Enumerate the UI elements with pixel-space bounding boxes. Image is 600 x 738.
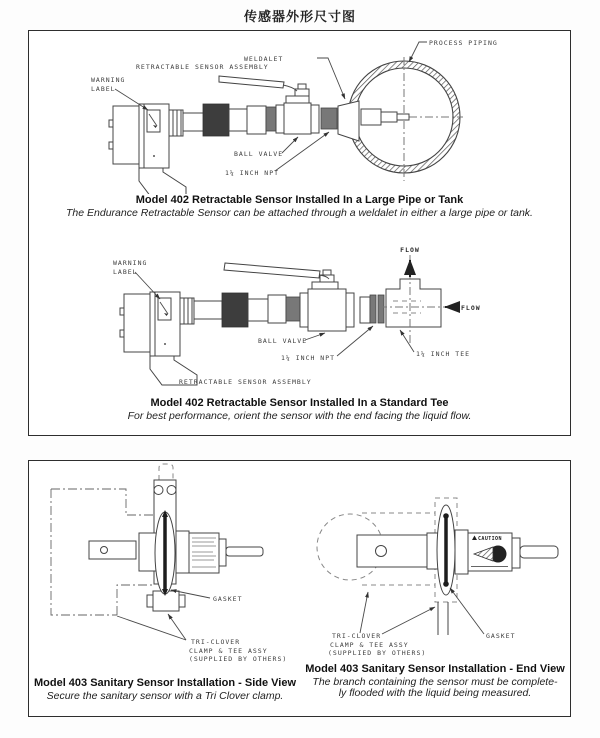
gasket-label: GASKET (486, 632, 516, 640)
page-title: 传感器外形尺寸图 (243, 9, 356, 24)
caption-side-view-title: Model 403 Sanitary Sensor Installation - Side View (33, 677, 297, 689)
flow-right-label: FLOW (461, 304, 481, 312)
caption-end-view-sub1: The branch containing the sensor must be complete- (312, 676, 558, 689)
caution-text: CAUTION (478, 536, 502, 542)
valve-handle (224, 263, 320, 278)
caption-side-view (29, 677, 301, 703)
tri-clover-label: TRI-CLOVER (191, 638, 241, 646)
caption-large-pipe (29, 194, 570, 220)
ball-valve-label: BALL VALVE (234, 150, 284, 158)
model-403-figure-frame (28, 460, 571, 717)
supplied-label: (SUPPLIED BY OTHERS) (189, 655, 288, 663)
caption-standard-tee-sub: For best performance, orient the sensor with the end facing the liquid flow. (127, 410, 472, 423)
caption-side-view-sub: Secure the sanitary sensor with a Tri Clover clamp. (46, 690, 284, 703)
knurled-grip (222, 293, 248, 327)
model-402-figure-frame (28, 30, 571, 436)
model-403-side-view-diagram (29, 463, 301, 675)
sensor-cable (226, 547, 263, 556)
sensor-cable (520, 546, 558, 558)
tee-label: 1¼ INCH TEE (416, 350, 471, 358)
caption-end-view (300, 663, 570, 699)
caption-standard-tee-title: Model 402 Retractable Sensor Installed In a Standard Tee (150, 397, 449, 409)
model-403-end-view-diagram (300, 467, 570, 663)
ball-valve-label: BALL VALVE (258, 337, 308, 345)
tri-clover-label: TRI-CLOVER (332, 632, 382, 640)
knurled-grip (203, 104, 229, 136)
assembly-label: RETRACTABLE SENSOR ASSEMBLY (179, 378, 312, 386)
warning-label-text-1: WARNING (113, 259, 148, 267)
weldalet-fitting (321, 101, 359, 141)
warning-label-text-2: LABEL (113, 268, 138, 276)
caption-large-pipe-sub: The Endurance Retractable Sensor can be attached through a weldalet in either a large pipe or tank. (66, 207, 533, 220)
model-402-standard-tee-diagram (29, 243, 570, 395)
caption-standard-tee (29, 397, 570, 423)
valve-handle (219, 76, 284, 88)
model-402-large-pipe-diagram (29, 33, 570, 194)
supplied-label: (SUPPLIED BY OTHERS) (328, 649, 427, 657)
caption-large-pipe-title: Model 402 Retractable Sensor Installed In a Large Pipe or Tank (135, 194, 464, 206)
flow-top-label: FLOW (400, 246, 420, 254)
gasket-label: GASKET (213, 595, 243, 603)
npt-label: 1¼ INCH NPT (281, 354, 336, 362)
process-piping-label: PROCESS PIPING (429, 39, 498, 47)
caution-label (468, 533, 512, 571)
retractable-sensor-assembly (120, 263, 384, 385)
caption-end-view-sub2: ly flooded with the liquid being measured. (338, 686, 532, 699)
warning-label-text-1: WARNING (91, 76, 126, 84)
tee-fitting (379, 255, 457, 343)
npt-label: 1¼ INCH NPT (225, 169, 280, 177)
clamp-label: CLAMP & TEE ASSY (189, 647, 268, 655)
weldalet-label: WELDALET (244, 55, 284, 63)
warning-label-text-2: LABEL (91, 85, 116, 93)
caption-end-view-title: Model 403 Sanitary Sensor Installation - End View (305, 663, 565, 675)
assembly-label: RETRACTABLE SENSOR ASSEMBLY (136, 63, 269, 71)
clamp-label: CLAMP & TEE ASSY (330, 641, 409, 649)
